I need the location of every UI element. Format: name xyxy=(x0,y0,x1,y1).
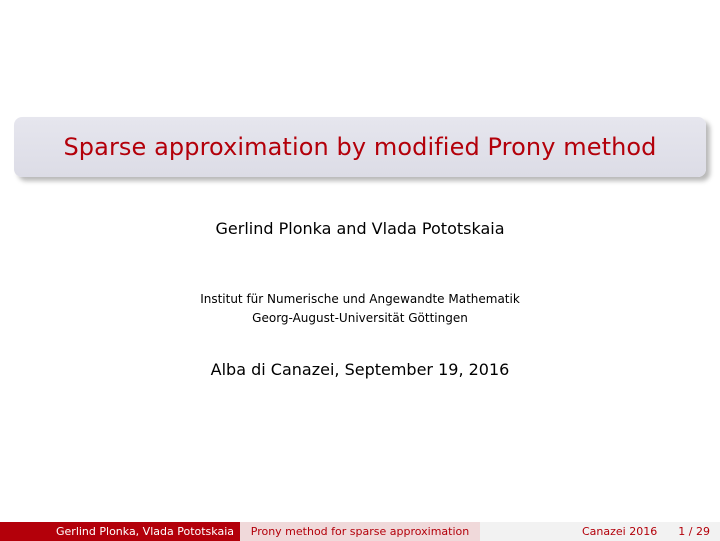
footer-authors: Gerlind Plonka, Vlada Pototskaia xyxy=(0,522,240,541)
authors: Gerlind Plonka and Vlada Pototskaia xyxy=(215,219,505,238)
page-number: 1 / 29 xyxy=(678,525,710,538)
institute-line-2: Georg-August-Universität Göttingen xyxy=(252,311,468,325)
footer-right xyxy=(480,522,720,541)
slide-title: Sparse approximation by modified Prony method xyxy=(63,133,657,161)
institute-line-1: Institut für Numerische und Angewandte Mathematik xyxy=(200,292,520,306)
date-location: Alba di Canazei, September 19, 2016 xyxy=(210,360,510,379)
footer-short-title: Prony method for sparse approximation xyxy=(240,522,480,541)
footer-event: Canazei 2016 xyxy=(582,525,658,538)
institute xyxy=(0,290,720,328)
footer xyxy=(0,522,720,541)
title-box xyxy=(14,117,706,177)
